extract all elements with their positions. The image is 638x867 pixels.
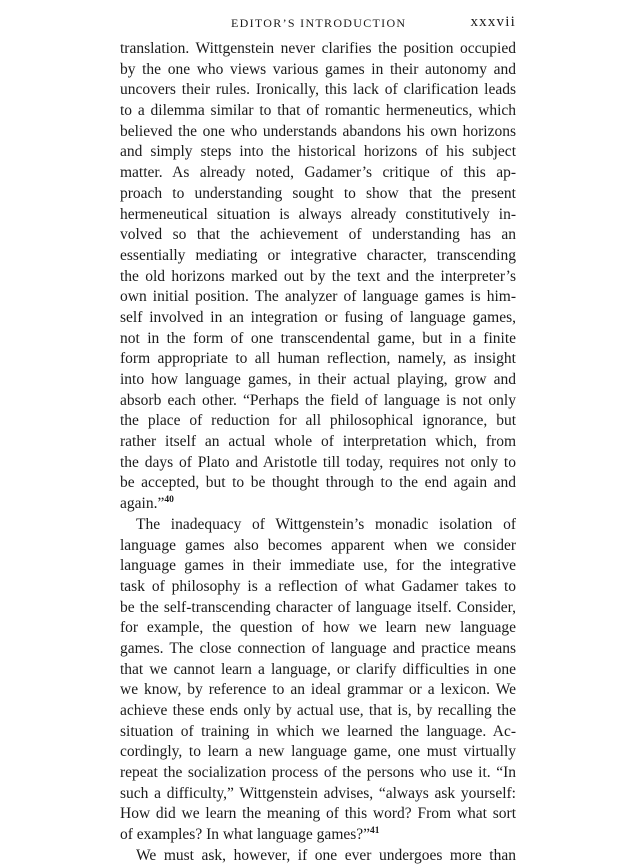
text-line: self involved in an integration or fusing of language games, [120, 308, 516, 326]
text-line: not in the form of one transcendental game, but in a finite [120, 329, 516, 347]
text-line: form appropriate to all human reflection, namely, as insight [120, 350, 516, 368]
text-line: rather itself an actual whole of interpretation which, from [120, 433, 516, 451]
body-text [120, 39, 516, 867]
text-line: volved so that the achievement of understanding has an [120, 226, 516, 244]
page-number: xxxvii [470, 14, 516, 30]
text-line: the place of reduction for all philosophical ignorance, but [120, 412, 516, 430]
text-line: repeat the socialization process of the persons who use it. “In [120, 764, 516, 782]
running-head [120, 14, 516, 34]
text-line: matter. As already noted, Gadamer’s critique of this ap- [120, 164, 516, 182]
text-line: games. The close connection of language and practice means [120, 639, 516, 657]
footnote-marker: 41 [370, 825, 380, 836]
text-line-content: of examples? In what language games?” [120, 826, 371, 844]
text-line: the days of Plato and Aristotle till today, requires not only to [120, 453, 516, 471]
text-line: hermeneutical situation is always already constitutively in- [120, 205, 516, 223]
text-line: task of philosophy is a reflection of what Gadamer takes to [120, 577, 516, 595]
text-line: be the self-transcending character of language itself. Consider, [120, 598, 516, 616]
text-line: cordingly, to learn a new language game, one must virtually [120, 743, 516, 761]
text-line: the old horizons marked out by the text and the interpreter’s [120, 267, 516, 285]
text-line: translation. Wittgenstein never clarifies the position occupied [120, 40, 516, 57]
text-line: uncovers their rules. Ironically, this lack of clarification leads [120, 81, 516, 99]
text-line: The inadequacy of Wittgenstein’s monadic isolation of [136, 515, 516, 533]
text-line [120, 825, 516, 846]
text-line: be accepted, but to be thought through to the end again and [120, 474, 516, 492]
text-line-content: again.” [120, 495, 165, 513]
text-line: absorb each other. “Perhaps the field of language is not only [120, 391, 516, 409]
paragraph [120, 39, 516, 515]
running-head-title: EDITOR’S INTRODUCTION [231, 16, 407, 30]
footnote-marker: 40 [164, 494, 174, 505]
text-line: achieve these ends only by actual use, that is, by recalling the [120, 702, 516, 719]
text-line: We must ask, however, if one ever undergoes more than [136, 846, 516, 864]
text-line: by the one who views various games in their autonomy and [120, 60, 516, 78]
text-line: essentially mediating or integrative character, transcending [120, 246, 516, 264]
paragraph [120, 846, 516, 867]
paragraph [120, 515, 516, 846]
text-line: language games in their immediate use, for the integrative [120, 557, 516, 575]
text-line: language games also becomes apparent when we consider [120, 536, 516, 554]
text-line: we know, by reference to an ideal grammar or a lexicon. We [120, 681, 516, 699]
text-line: and simply steps into the historical horizons of his subject [120, 143, 516, 161]
text-line: proach to understanding sought to show that the present [120, 184, 516, 202]
text-line: into how language games, in their actual playing, grow and [120, 371, 516, 388]
text-line: for example, the question of how we learn new language [120, 619, 516, 637]
text-line: that we cannot learn a language, or clarify difficulties in one [120, 660, 516, 678]
text-line [120, 494, 516, 515]
text-line: How did we learn the meaning of this word? From what sort [120, 805, 516, 823]
text-line: believed the one who understands abandons his own horizons [120, 122, 516, 140]
text-line: such a difficulty,” Wittgenstein advises, “always ask yourself: [120, 784, 516, 802]
text-line: situation of training in which we learned the language. Ac- [120, 722, 516, 740]
text-line: to a dilemma similar to that of romantic hermeneutics, which [120, 102, 516, 120]
text-line: own initial position. The analyzer of language games is him- [120, 288, 516, 306]
